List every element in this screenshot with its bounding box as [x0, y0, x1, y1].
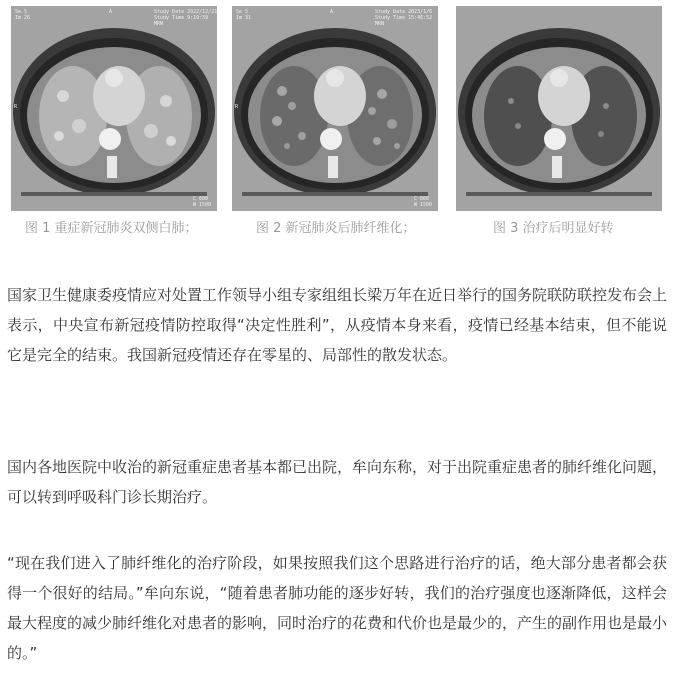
- ct-scan-image-2: [232, 6, 438, 211]
- ct-scan-graphic-1: [11, 6, 217, 211]
- ct-series-label-2: Se 5 Im 31: [236, 9, 252, 21]
- ct-orientation-left-1: R: [14, 104, 18, 110]
- ct-orientation-top-1: A: [109, 9, 113, 15]
- ct-scan-graphic-3: [456, 6, 662, 211]
- ct-scan-graphic-2: [232, 6, 438, 211]
- figure-caption-2: 图 2 新冠肺炎后肺纤维化；: [256, 221, 416, 236]
- figure-row: [0, 0, 674, 240]
- ct-scan-image-1: [11, 6, 217, 211]
- article-paragraph-2: 国内各地医院中收治的新冠重症患者基本都已出院，牟向东称，对于出院重症患者的肺纤维化问题，可以转到呼吸科门诊长期治疗。: [7, 458, 668, 506]
- ct-window-info-1: C 600 W 1500: [193, 196, 212, 208]
- ct-study-info-1: Study Date 2022/12/21 Study Time 9:19:59 MRN: [154, 9, 217, 27]
- ct-orientation-top-2: A: [330, 9, 334, 15]
- article-paragraph-1: 国家卫生健康委疫情应对处置工作领导小组专家组组长梁万年在近日举行的国务院联防联控发布会上表示，中央宣布新冠疫情防控取得“决定性胜利”，从疫情本身来看，疫情已经基本结束，但不能说它是完全的结束。我国新冠疫情还存在零星的、局部性的散发状态。: [7, 286, 668, 364]
- ct-orientation-left-2: R: [235, 104, 239, 110]
- article-paragraph-3: “现在我们进入了肺纤维化的治疗阶段，如果按照我们这个思路进行治疗的话，绝大部分患者都会获得一个很好的结局。”牟向东说，“随着患者肺功能的逐步好转，我们的治疗强度也逐渐降低，这样会最大程度的减少肺纤维化对患者的影响，同时治疗的花费和代价也是最少的，产生的副作用也是最小的。”: [7, 554, 668, 662]
- ct-scan-image-3: [456, 6, 662, 211]
- ct-study-info-2: Study Date 2023/1/6 Study Time 15:46:52 MRN: [375, 9, 433, 27]
- figure-caption-1: 图 1 重症新冠肺炎双侧白肺；: [25, 221, 198, 236]
- ct-series-label-1: Se 5 Im 26: [15, 9, 31, 21]
- figure-caption-3: 图 3 治疗后明显好转: [493, 221, 614, 236]
- ct-window-info-2: C 600 W 1500: [414, 196, 433, 208]
